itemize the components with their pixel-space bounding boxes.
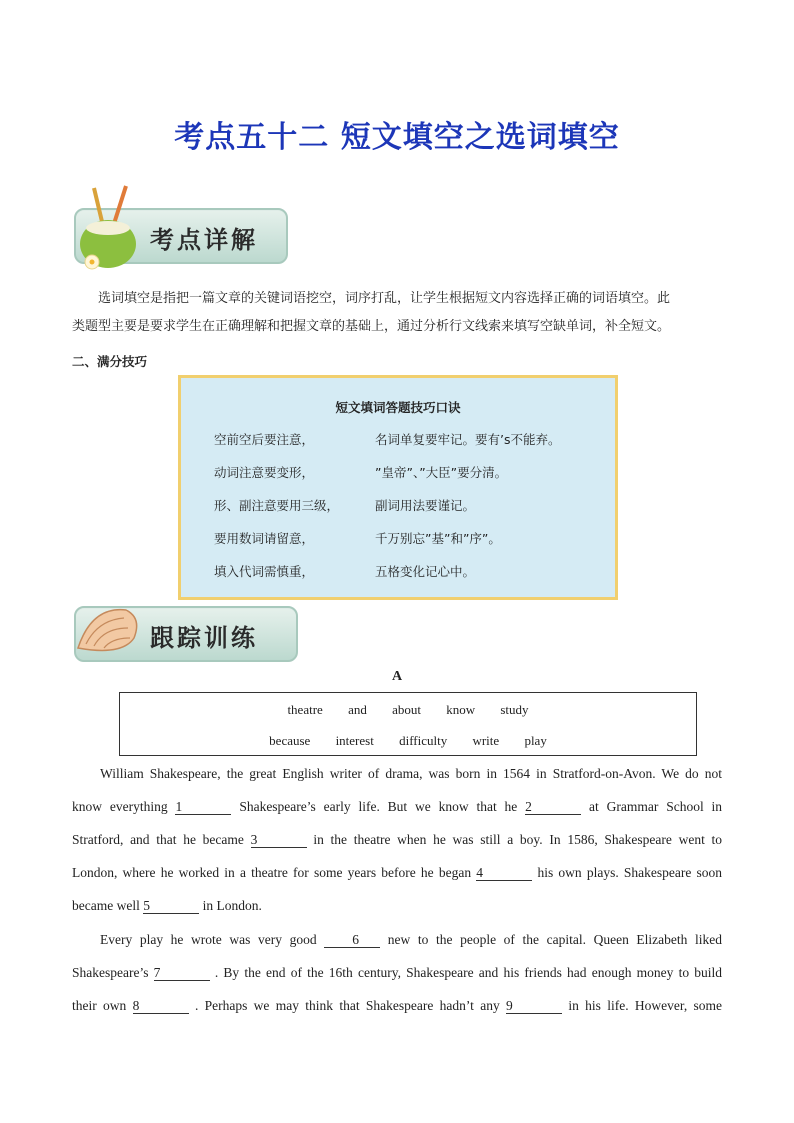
passage-text: . By the end of the 16th century, Shakespeare and his friends had enough money to build	[214, 965, 723, 980]
passage-text: in the theatre when he was still a boy. In 1586, Shakespeare went to	[313, 832, 723, 847]
exercise-letter: A	[391, 669, 403, 684]
blank-1[interactable]: 1	[175, 800, 231, 815]
passage-line-2	[72, 797, 722, 817]
passage-text: . Perhaps we may think that Shakespeare hadn’t any	[194, 998, 500, 1013]
word-item: because	[269, 733, 311, 748]
section-heading: 二、满分技巧	[72, 354, 148, 369]
word-item: interest	[335, 733, 374, 748]
banner-label: 考点详解	[150, 225, 258, 254]
passage-text: in his life. However, some	[568, 998, 723, 1013]
blank-3[interactable]: 3	[251, 833, 307, 848]
passage-line-4	[72, 863, 722, 883]
passage-line-8	[72, 996, 722, 1016]
tip-left-2: 动词注意要变形，	[214, 465, 315, 480]
blank-4[interactable]: 4	[476, 866, 532, 881]
tip-right-3: 副词用法要谨记。	[375, 498, 476, 513]
word-bank-row-1	[120, 702, 696, 718]
passage-text: Stratford, and that he became	[72, 832, 244, 847]
intro-line-2: 类题型主要是要求学生在正确理解和把握文章的基础上，通过分析行文线索来填写空缺单词，补全短文。	[72, 319, 671, 334]
passage-text: his own plays. Shakespeare soon	[537, 865, 723, 880]
passage-text: William Shakespeare, the great English writer of drama, was born in 1564 in Stratford-on-Avon. We do not	[100, 766, 722, 781]
passage-line-3	[72, 830, 722, 850]
passage-line-7	[72, 963, 722, 983]
word-item: play	[524, 733, 547, 748]
tip-left-5: 填入代词需慎重，	[214, 564, 315, 579]
word-bank	[119, 692, 697, 756]
tip-left-3: 形、副注意要用三级，	[214, 498, 340, 513]
tip-left-4: 要用数词请留意，	[214, 531, 315, 546]
tip-right-2: ”皇帝”、”大臣”要分清。	[375, 465, 508, 480]
passage-text: Shakespeare’s early life. But we know that he	[239, 799, 518, 814]
word-item: difficulty	[399, 733, 448, 748]
word-item: theatre	[287, 702, 323, 717]
blank-8[interactable]: 8	[133, 999, 189, 1014]
tip-right-4: 千万别忘”基”和”序”。	[375, 531, 501, 546]
tips-title: 短文填词答题技巧口诀	[335, 400, 461, 415]
blank-9[interactable]: 9	[506, 999, 562, 1014]
passage-text: in London.	[202, 898, 262, 913]
coconut-drink-icon	[74, 182, 144, 274]
passage-text: became well	[72, 898, 140, 913]
word-bank-row-2	[120, 733, 696, 749]
word-item: and	[348, 702, 367, 717]
passage-text: new to the people of the capital. Queen Elizabeth liked	[387, 932, 723, 947]
passage-text: London, where he worked in a theatre for some years before he began	[72, 865, 472, 880]
tips-box	[178, 375, 618, 600]
passage-text: know everything	[72, 799, 168, 814]
tip-left-1: 空前空后要注意，	[214, 432, 315, 447]
page-title: 考点五十二 短文填空之选词填空	[174, 120, 620, 155]
passage-line-5	[72, 896, 722, 916]
tip-right-1: 名词单复要牢记。要有’s不能弃。	[375, 432, 561, 447]
word-item: study	[500, 702, 529, 717]
blank-7[interactable]: 7	[154, 966, 210, 981]
passage-text: Every play he wrote was very good	[100, 932, 317, 947]
word-item: about	[392, 702, 421, 717]
blank-6[interactable]: 6	[324, 933, 380, 948]
tip-right-5: 五格变化记心中。	[375, 564, 476, 579]
passage-line-1	[72, 764, 722, 784]
seashell-icon	[72, 598, 144, 662]
banner-label: 跟踪训练	[150, 623, 258, 652]
passage-text: Shakespeare’s	[72, 965, 149, 980]
passage-text: at Grammar School in	[589, 799, 723, 814]
passage-text: their own	[72, 998, 127, 1013]
passage-line-6	[72, 930, 722, 950]
word-item: know	[446, 702, 476, 717]
blank-2[interactable]: 2	[525, 800, 581, 815]
intro-line-1: 选词填空是指把一篇文章的关键词语挖空，词序打乱，让学生根据短文内容选择正确的词语填空。此	[98, 291, 671, 306]
blank-5[interactable]: 5	[143, 899, 199, 914]
word-item: write	[472, 733, 500, 748]
